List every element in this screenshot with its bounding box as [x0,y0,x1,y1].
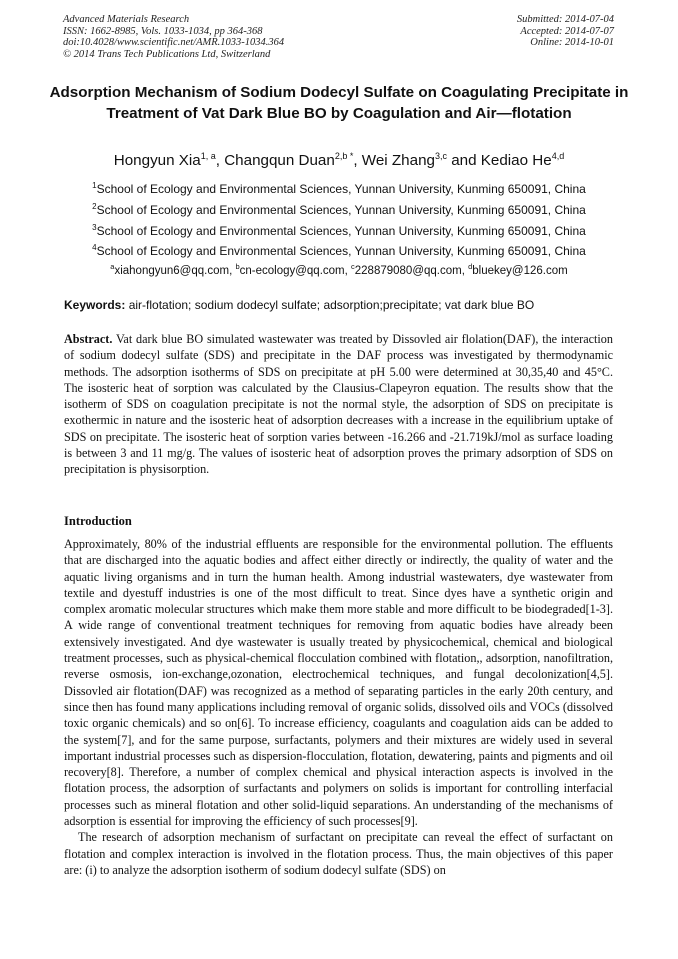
affiliation-list [0,179,678,262]
keywords-label: Keywords: [64,298,126,312]
email-marker: b [235,262,240,271]
email-separator: , [461,265,469,277]
author-affiliation-marker: 3,c [434,151,447,161]
accepted-date: Accepted: 2014-07-07 [520,25,614,37]
email-separator: , [229,265,236,277]
affiliation-marker: 2 [92,201,97,211]
email-address: bluekey@126.com [472,265,568,277]
author-name: Changqun Duan [224,152,335,169]
affiliation-line [0,221,678,242]
keywords-text: air-flotation; sodium dodecyl sulfate; adsorption;precipitate; vat dark blue BO [125,298,535,312]
affiliation-line [0,200,678,221]
paper-title: Adsorption Mechanism of Sodium Dodecyl Sulfate on Coagulating Precipitate in Treatment of Vat Dark Blue BO by Coagulation and Air—flotation [49,84,629,122]
author-affiliation-marker: 4,d [551,151,565,161]
author-affiliation-marker: 1, a [200,151,216,161]
email-marker: d [468,262,473,271]
affiliation-text: School of Ecology and Environmental Sciences, Yunnan University, Kunming 650091, China [96,182,586,196]
affiliation-marker: 1 [92,181,97,190]
email-address: 228879080@qq.com [354,265,462,277]
journal-info [63,14,284,60]
email-address: xiahongyun6@qq.com [114,265,230,277]
email-separator: , [344,265,352,277]
abstract-paragraph [64,331,613,478]
journal-name: Advanced Materials Research [63,14,190,25]
introduction-paragraph: Approximately, 80% of the industrial effluents are responsible for the environmental pollution. The effluents that are discharged into the aquatic bodies and affect either directly or indirectly, the quality of water and the aquatic living organisms and in turn the human health. Among industrial wastewaters, dye wastewater from textile and dyestuff industries is one of the most difficult to treat. Since dyes have a synthetic origin and complex aromatic molecular structures which make them more stable and more difficult to be biodegraded[1-3]. A wide range of conventional treatment techniques for removing from aquatic bodies have already been extensively investigated. And dye wastewater is usually treated by physicochemical, chemical and biological treatment processes, such as physical-chemical flocculation combined with flotation,, adsorption, nanofiltration, reverse osmosis, ion-exchange,ozonation, electrochemical techniques, and fungal decolonization[4,5]. Dissovled air flotation(DAF) was recognized as a method of separating particles in the early 20th century, and since then has found many applications including removal of organic solids, dissolved oils and VOCs (dissolved toxic organic chemicals) and so on[6]. To increase efficiency, coagulants and coagulation aids can be added to the system[7], and for the same purpose, surfactants, polymers and their mixtures are widely used in several important industrial processes such as dispersion-flocculation, flotation, dewatering, paints and pigments and oil recovery[8]. Therefore, a number of complex chemical and physical interaction aspects is involved in the flotation process, the adsorption of surfactants and polymers on solids is important for controlling interfacial processes such as mineral flotation and other solid-liquid separations. An understanding of the mechanisms of adsorption is essential for improving the efficiency of such processes[9]. [64,537,613,829]
abstract [64,331,613,478]
submitted-date: Submitted: 2014-07-04 [516,14,614,25]
email-list [0,262,678,280]
publication-dates [517,14,614,49]
email-marker: a [110,262,115,271]
copyright-line: © 2014 Trans Tech Publications Ltd, Switzerland [63,48,271,60]
affiliation-marker: 3 [92,222,97,232]
author-list [0,151,678,171]
author-separator: and [446,152,481,169]
affiliation-text: School of Ecology and Environmental Sciences, Yunnan University, Kunming 650091, China [96,223,586,238]
affiliation-line [0,241,678,262]
issn-line: ISSN: 1662-8985, Vols. 1033-1034, pp 364-368 [63,25,263,37]
author-name: Hongyun Xia [113,152,201,169]
author-separator: , [353,152,362,169]
author-name: Kediao He [480,152,552,169]
section-heading-introduction: Introduction [64,514,132,528]
email-marker: c [351,262,355,271]
author-affiliation-marker: 2,b * [334,151,354,161]
introduction-body [64,536,613,878]
abstract-text: Vat dark blue BO simulated wastewater was treated by Dissovled air flolation(DAF), the interaction of sodium dodecyl sulfate (SDS) and precipitate in the DAF process was investigated by thermodynamic methods. The adsorption isotherms of SDS on precipitate at pH 5.00 were determined at 30,35,40 and 45°C. The isosteric heat of sorption was calculated by the Clausius-Clapeyron equation. The results show that the isotherm of SDS on coagulation precipitate is not the normal style, the adsorption of SDS on precipitate is exothermic in nature and the isosteric heat of adsorption decreases with a increase in the equilibrium uptake of SDS on precipitate. The isosteric heat of sorption varies between -16.266 and -21.719kJ/mol as surface loading is between 3 and 11 mg/g. The values of isosteric heat of adsorption proves the primary adsorption of SDS on precipitation is physisorption. [64,332,613,477]
abstract-label: Abstract. [64,332,113,346]
affiliation-line [0,179,678,200]
keywords [64,297,534,313]
introduction-paragraph: The research of adsorption mechanism of surfactant on precipitate can reveal the effect of surfactant on flotation and complex interaction is involved in the flotation process. Thus, the main objectives of this paper are: (i) to analyze the adsorption isotherm of sodium dodecyl sulfate (SDS) on [64,830,613,877]
author-separator: , [215,152,225,169]
affiliation-text: School of Ecology and Environmental Sciences, Yunnan University, Kunming 650091, China [96,202,586,217]
affiliation-text: School of Ecology and Environmental Sciences, Yunnan University, Kunming 650091, China [96,244,586,259]
online-date: Online: 2014-10-01 [530,37,614,49]
author-name: Wei Zhang [361,152,435,169]
email-address: cn-ecology@qq.com [239,265,345,277]
affiliation-marker: 4 [92,243,97,253]
doi-line: doi:10.4028/www.scientific.net/AMR.1033-1034.364 [63,37,285,49]
